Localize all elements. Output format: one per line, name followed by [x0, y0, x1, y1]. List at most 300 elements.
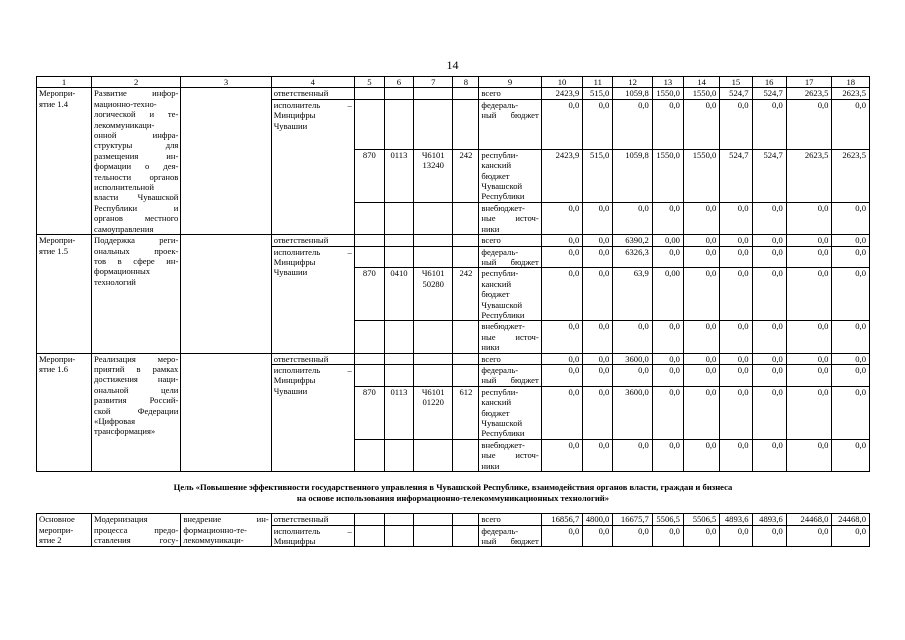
- empty-cell: [384, 202, 413, 234]
- amount-cell: 2623,5: [786, 149, 832, 202]
- measure-name-line: самоуправления: [94, 223, 154, 234]
- empty-cell: [384, 99, 413, 149]
- funding-source-line: канский: [481, 278, 512, 289]
- measure-col3: [181, 88, 271, 235]
- table-row: [37, 88, 870, 99]
- empty-cell: [384, 514, 413, 525]
- goal-row: [37, 472, 870, 514]
- amount-cell: 0,0: [652, 353, 683, 364]
- empty-cell: [413, 364, 452, 386]
- funding-source-line: ники: [481, 342, 500, 353]
- funding-source-line: всего: [481, 514, 501, 525]
- executor-text: [271, 88, 354, 99]
- funding-source: [479, 235, 541, 246]
- amount-cell: 0,0: [541, 246, 583, 268]
- budget-code-type: 612: [453, 386, 479, 439]
- executor-text-line: Минцифры: [273, 110, 316, 121]
- column-header: 8: [453, 77, 479, 88]
- amount-cell: 2623,5: [786, 88, 832, 99]
- measure-name-line: ональных проек-: [94, 245, 179, 256]
- amount-cell: 24468,0: [786, 514, 832, 525]
- amount-cell: 1550,0: [683, 88, 719, 99]
- amount-cell: 515,0: [583, 88, 613, 99]
- budget-code-admin: 870: [354, 149, 384, 202]
- executor-text-line: исполнитель –: [273, 99, 352, 110]
- measure-code-line: Меропри-: [39, 353, 76, 364]
- amount-cell: 6326,3: [613, 246, 652, 268]
- amount-cell: 0,0: [720, 386, 752, 439]
- executor-text-line: ответственный: [273, 235, 329, 246]
- amount-cell: 0,0: [832, 202, 870, 234]
- empty-cell: [413, 202, 452, 234]
- measure-col3-line: внедрение ин-: [183, 514, 269, 525]
- amount-cell: 0,0: [652, 246, 683, 268]
- budget-table: [36, 76, 870, 547]
- budget-code-type: 242: [453, 149, 479, 202]
- amount-cell: 0,0: [541, 235, 583, 246]
- executor-text-line: Минцифры: [273, 256, 316, 267]
- measure-name: [92, 88, 181, 235]
- funding-source-line: ный бюджет: [481, 536, 539, 547]
- amount-cell: 0,0: [683, 268, 719, 321]
- amount-cell: 0,0: [683, 386, 719, 439]
- amount-cell: 0,0: [752, 439, 786, 471]
- amount-cell: 5506,5: [652, 514, 683, 525]
- funding-source-line: внебюджет-: [481, 439, 525, 450]
- empty-cell: [384, 364, 413, 386]
- executor-text-line: Чувашии: [273, 120, 308, 131]
- measure-name-line: Модернизация: [94, 514, 148, 525]
- amount-cell: 0,0: [786, 246, 832, 268]
- measure-code-line: ятие 1.5: [39, 245, 69, 256]
- budget-code-target: Ч6101 13240: [413, 149, 452, 202]
- amount-cell: 0,0: [683, 99, 719, 149]
- amount-cell: 0,0: [583, 235, 613, 246]
- column-header: 18: [832, 77, 870, 88]
- column-header: 9: [479, 77, 541, 88]
- amount-cell: 0,0: [786, 364, 832, 386]
- funding-source-line: внебюджет-: [481, 202, 525, 213]
- funding-source: [479, 246, 541, 268]
- amount-cell: 0,0: [683, 353, 719, 364]
- amount-cell: 16856,7: [541, 514, 583, 525]
- budget-code-admin: 870: [354, 386, 384, 439]
- measure-code-line: Меропри-: [39, 88, 76, 99]
- measure-name-line: формации о дея-: [94, 161, 179, 172]
- empty-cell: [453, 353, 479, 364]
- amount-cell: 0,0: [583, 364, 613, 386]
- executor-text-line: ответственный: [273, 514, 329, 525]
- measure-name-line: ской Федерации: [94, 405, 179, 416]
- amount-cell: 0,0: [613, 525, 652, 547]
- measure-name-line: Реализация меро-: [94, 353, 179, 364]
- page-number: 14: [446, 58, 459, 72]
- amount-cell: 24468,0: [832, 514, 870, 525]
- funding-source-line: Чувашской: [481, 181, 523, 192]
- empty-cell: [384, 353, 413, 364]
- measure-name-line: исполнительной: [94, 182, 155, 193]
- amount-cell: 16675,7: [613, 514, 652, 525]
- measure-code-line: ятие 1.6: [39, 363, 69, 374]
- executor-text: [271, 235, 354, 246]
- amount-cell: 524,7: [752, 149, 786, 202]
- executor-text: [271, 246, 354, 353]
- amount-cell: 1550,0: [683, 149, 719, 202]
- empty-cell: [453, 99, 479, 149]
- amount-cell: 0,0: [720, 439, 752, 471]
- measure-name-line: онной инфра-: [94, 130, 179, 141]
- budget-code-section: 0113: [384, 149, 413, 202]
- measure-code-line: меропри-: [39, 524, 74, 535]
- amount-cell: 0,0: [720, 353, 752, 364]
- executor-text-line: исполнитель –: [273, 246, 352, 257]
- empty-cell: [453, 364, 479, 386]
- funding-source-line: федераль-: [481, 364, 519, 375]
- funding-source-line: Республики: [481, 428, 525, 439]
- amount-cell: 0,0: [832, 99, 870, 149]
- funding-source: [479, 321, 541, 353]
- funding-source: [479, 364, 541, 386]
- table-row: [37, 235, 870, 246]
- amount-cell: 0,0: [752, 246, 786, 268]
- amount-cell: 0,0: [583, 99, 613, 149]
- empty-cell: [384, 525, 413, 547]
- empty-cell: [413, 353, 452, 364]
- amount-cell: 0,0: [752, 235, 786, 246]
- column-header: 1: [37, 77, 92, 88]
- table-row: [37, 514, 870, 525]
- column-header: 15: [720, 77, 752, 88]
- goal-heading-line: на основе использования информационно-телекоммуникационных технологий»: [296, 492, 610, 503]
- amount-cell: 0,0: [541, 268, 583, 321]
- amount-cell: 0,0: [683, 364, 719, 386]
- amount-cell: 524,7: [752, 88, 786, 99]
- measure-name-line: технологий: [94, 276, 136, 287]
- executor-text: [271, 525, 354, 547]
- amount-cell: 0,0: [683, 246, 719, 268]
- amount-cell: 0,0: [752, 268, 786, 321]
- executor-text-line: Чувашии: [273, 267, 308, 278]
- measure-name-line: власти Чувашской: [94, 192, 179, 203]
- funding-source: [479, 525, 541, 547]
- amount-cell: 0,0: [683, 202, 719, 234]
- funding-source-line: ный бюджет: [481, 375, 539, 386]
- amount-cell: 0,0: [720, 321, 752, 353]
- amount-cell: 0,0: [683, 321, 719, 353]
- executor-text-line: ответственный: [273, 88, 329, 99]
- amount-cell: 0,0: [786, 202, 832, 234]
- amount-cell: 0,0: [720, 99, 752, 149]
- executor-text-line: исполнитель –: [273, 364, 352, 375]
- amount-cell: 0,0: [752, 525, 786, 547]
- amount-cell: 2623,5: [832, 88, 870, 99]
- funding-source-line: федераль-: [481, 99, 519, 110]
- amount-cell: 524,7: [720, 149, 752, 202]
- amount-cell: 0,0: [541, 99, 583, 149]
- funding-source: [479, 88, 541, 99]
- measure-code-line: Меропри-: [39, 235, 76, 246]
- amount-cell: 3600,0: [613, 386, 652, 439]
- amount-cell: 0,0: [786, 99, 832, 149]
- amount-cell: 0,0: [652, 321, 683, 353]
- measure-name-line: Республики и: [94, 202, 179, 213]
- amount-cell: 2623,5: [832, 149, 870, 202]
- empty-cell: [413, 235, 452, 246]
- measure-name-line: логической и те-: [94, 109, 179, 120]
- amount-cell: 0,0: [683, 235, 719, 246]
- amount-cell: 0,0: [613, 202, 652, 234]
- amount-cell: 0,0: [752, 364, 786, 386]
- amount-cell: 0,0: [683, 525, 719, 547]
- empty-cell: [453, 439, 479, 471]
- column-header: 10: [541, 77, 583, 88]
- amount-cell: 5506,5: [683, 514, 719, 525]
- empty-cell: [453, 321, 479, 353]
- measure-name-line: структуры для: [94, 140, 179, 151]
- amount-cell: 0,0: [583, 439, 613, 471]
- amount-cell: 0,0: [832, 246, 870, 268]
- measure-name-line: органов местного: [94, 213, 179, 224]
- funding-source-line: ный бюджет: [481, 110, 539, 121]
- amount-cell: 0,0: [786, 525, 832, 547]
- amount-cell: 0,0: [613, 321, 652, 353]
- measure-code: [37, 353, 92, 471]
- executor-text: [271, 514, 354, 525]
- amount-cell: 524,7: [720, 88, 752, 99]
- amount-cell: 0,0: [786, 353, 832, 364]
- funding-source-line: бюджет: [481, 289, 510, 300]
- column-header: 2: [92, 77, 181, 88]
- empty-cell: [413, 88, 452, 99]
- executor-text: [271, 99, 354, 234]
- funding-source-line: Республики: [481, 309, 525, 320]
- empty-cell: [384, 246, 413, 268]
- funding-source-line: всего: [481, 88, 501, 99]
- measure-name-line: мационно-техно-: [94, 98, 157, 109]
- executor-text-line: Чувашии: [273, 385, 308, 396]
- measure-code: [37, 235, 92, 353]
- measure-code-line: ятие 1.4: [39, 98, 69, 109]
- amount-cell: 0,0: [720, 246, 752, 268]
- amount-cell: 0,0: [832, 386, 870, 439]
- column-header: 6: [384, 77, 413, 88]
- amount-cell: 0,0: [786, 235, 832, 246]
- amount-cell: 0,0: [683, 439, 719, 471]
- budget-code-type: 242: [453, 268, 479, 321]
- empty-cell: [413, 525, 452, 547]
- amount-cell: 0,0: [752, 353, 786, 364]
- amount-cell: 1059,8: [613, 88, 652, 99]
- empty-cell: [413, 321, 452, 353]
- funding-source: [479, 99, 541, 149]
- measure-name-line: трансформация»: [94, 426, 156, 437]
- measure-name-line: Развитие инфор-: [94, 88, 179, 99]
- funding-source-line: республи-: [481, 149, 519, 160]
- amount-cell: 0,0: [832, 364, 870, 386]
- amount-cell: 2423,9: [541, 88, 583, 99]
- amount-cell: 0,0: [652, 364, 683, 386]
- executor-text-line: Минцифры: [273, 375, 316, 386]
- amount-cell: 0,0: [541, 439, 583, 471]
- empty-cell: [453, 514, 479, 525]
- amount-cell: 0,0: [613, 439, 652, 471]
- funding-source: [479, 149, 541, 202]
- amount-cell: 0,0: [652, 202, 683, 234]
- budget-code-section: 0410: [384, 268, 413, 321]
- budget-code-section: 0113: [384, 386, 413, 439]
- measure-col3: [181, 514, 271, 547]
- measure-code: [37, 88, 92, 235]
- amount-cell: 0,0: [583, 525, 613, 547]
- empty-cell: [354, 246, 384, 268]
- amount-cell: 0,0: [613, 99, 652, 149]
- amount-cell: 0,0: [832, 321, 870, 353]
- measure-name-line: процесса предо-: [94, 524, 179, 535]
- budget-code-admin: 870: [354, 268, 384, 321]
- funding-source: [479, 268, 541, 321]
- funding-source-line: ные источ-: [481, 331, 539, 342]
- goal-heading: [37, 472, 870, 514]
- amount-cell: 0,0: [652, 439, 683, 471]
- amount-cell: 1550,0: [652, 88, 683, 99]
- funding-source-line: канский: [481, 397, 512, 408]
- column-header: 17: [786, 77, 832, 88]
- funding-source-line: бюджет: [481, 407, 510, 418]
- measure-name: [92, 353, 181, 471]
- budget-code-target: Ч6101 50280: [413, 268, 452, 321]
- funding-source-line: канский: [481, 160, 512, 171]
- empty-cell: [384, 88, 413, 99]
- amount-cell: 6390,2: [613, 235, 652, 246]
- empty-cell: [384, 321, 413, 353]
- empty-cell: [453, 235, 479, 246]
- empty-cell: [384, 439, 413, 471]
- funding-source-line: ные источ-: [481, 450, 539, 461]
- funding-source: [479, 202, 541, 234]
- goal-heading-line: Цель «Повышение эффективности государственного управления в Чувашской Республике, взаимодействия органов власти, граждан и бизнеса: [173, 482, 733, 493]
- funding-source: [479, 439, 541, 471]
- funding-source: [479, 514, 541, 525]
- amount-cell: 4893,6: [720, 514, 752, 525]
- measure-name-line: размещения ин-: [94, 150, 179, 161]
- empty-cell: [354, 235, 384, 246]
- empty-cell: [413, 439, 452, 471]
- empty-cell: [413, 246, 452, 268]
- amount-cell: 0,0: [720, 202, 752, 234]
- executor-text-line: исполнитель –: [273, 525, 352, 536]
- funding-source-line: федераль-: [481, 525, 519, 536]
- executor-text: [271, 353, 354, 364]
- measure-name-line: тов в сфере ин-: [94, 255, 179, 266]
- amount-cell: 0,0: [832, 268, 870, 321]
- amount-cell: 0,0: [786, 386, 832, 439]
- measure-name-line: лекоммуникаци-: [94, 119, 155, 130]
- measure-code-line: ятие 2: [39, 535, 62, 546]
- empty-cell: [413, 99, 452, 149]
- executor-text: [271, 364, 354, 471]
- funding-source-line: ники: [481, 223, 500, 234]
- amount-cell: 0,0: [786, 321, 832, 353]
- funding-source-line: ные источ-: [481, 213, 539, 224]
- amount-cell: 0,0: [583, 202, 613, 234]
- amount-cell: 4893,6: [752, 514, 786, 525]
- column-header: 14: [683, 77, 719, 88]
- amount-cell: 0,0: [583, 268, 613, 321]
- measure-name-line: Поддержка реги-: [94, 235, 179, 246]
- column-header: 11: [583, 77, 613, 88]
- measure-col3-line: формационно-те-: [183, 524, 247, 535]
- amount-cell: 0,0: [832, 439, 870, 471]
- funding-source: [479, 386, 541, 439]
- column-header: 4: [271, 77, 354, 88]
- empty-cell: [354, 525, 384, 547]
- amount-cell: 0,0: [583, 246, 613, 268]
- column-header: 16: [752, 77, 786, 88]
- funding-source-line: всего: [481, 353, 501, 364]
- amount-cell: 0,0: [583, 353, 613, 364]
- amount-cell: 0,0: [832, 353, 870, 364]
- amount-cell: 0,0: [786, 268, 832, 321]
- executor-text-line: ответственный: [273, 353, 329, 364]
- amount-cell: 0,0: [541, 525, 583, 547]
- amount-cell: 0,0: [541, 353, 583, 364]
- amount-cell: 0,0: [752, 321, 786, 353]
- amount-cell: 0,0: [752, 202, 786, 234]
- measure-name-line: приятий в рамках: [94, 363, 179, 374]
- budget-code-target: Ч6101 01220: [413, 386, 452, 439]
- empty-cell: [413, 514, 452, 525]
- funding-source-line: республи-: [481, 268, 519, 279]
- empty-cell: [354, 514, 384, 525]
- empty-cell: [354, 364, 384, 386]
- measure-col3: [181, 235, 271, 353]
- amount-cell: 4800,0: [583, 514, 613, 525]
- measure-name: [92, 514, 181, 547]
- empty-cell: [453, 246, 479, 268]
- column-header: 5: [354, 77, 384, 88]
- amount-cell: 0,0: [652, 99, 683, 149]
- amount-cell: 1550,0: [652, 149, 683, 202]
- amount-cell: 0,0: [832, 525, 870, 547]
- amount-cell: 0,00: [652, 235, 683, 246]
- empty-cell: [354, 321, 384, 353]
- measure-col3-line: лекоммуникаци-: [183, 535, 244, 546]
- empty-cell: [354, 353, 384, 364]
- measure-name: [92, 235, 181, 353]
- measure-name-line: ональной цели: [94, 384, 179, 395]
- column-header: 7: [413, 77, 452, 88]
- funding-source-line: всего: [481, 235, 501, 246]
- empty-cell: [453, 525, 479, 547]
- empty-cell: [354, 439, 384, 471]
- funding-source-line: внебюджет-: [481, 321, 525, 332]
- amount-cell: 0,0: [752, 99, 786, 149]
- empty-cell: [384, 235, 413, 246]
- empty-cell: [354, 88, 384, 99]
- amount-cell: 3600,0: [613, 353, 652, 364]
- table-row: [37, 353, 870, 364]
- column-header: 3: [181, 77, 271, 88]
- executor-text-line: Минцифры: [273, 536, 316, 547]
- amount-cell: 0,0: [541, 386, 583, 439]
- measure-name-line: достижения наци-: [94, 374, 179, 385]
- measure-code-line: Основное: [39, 514, 75, 525]
- empty-cell: [453, 88, 479, 99]
- funding-source-line: ники: [481, 460, 500, 471]
- measure-name-line: «Цифровая: [94, 416, 136, 426]
- amount-cell: 0,0: [652, 386, 683, 439]
- funding-source-line: бюджет: [481, 170, 510, 181]
